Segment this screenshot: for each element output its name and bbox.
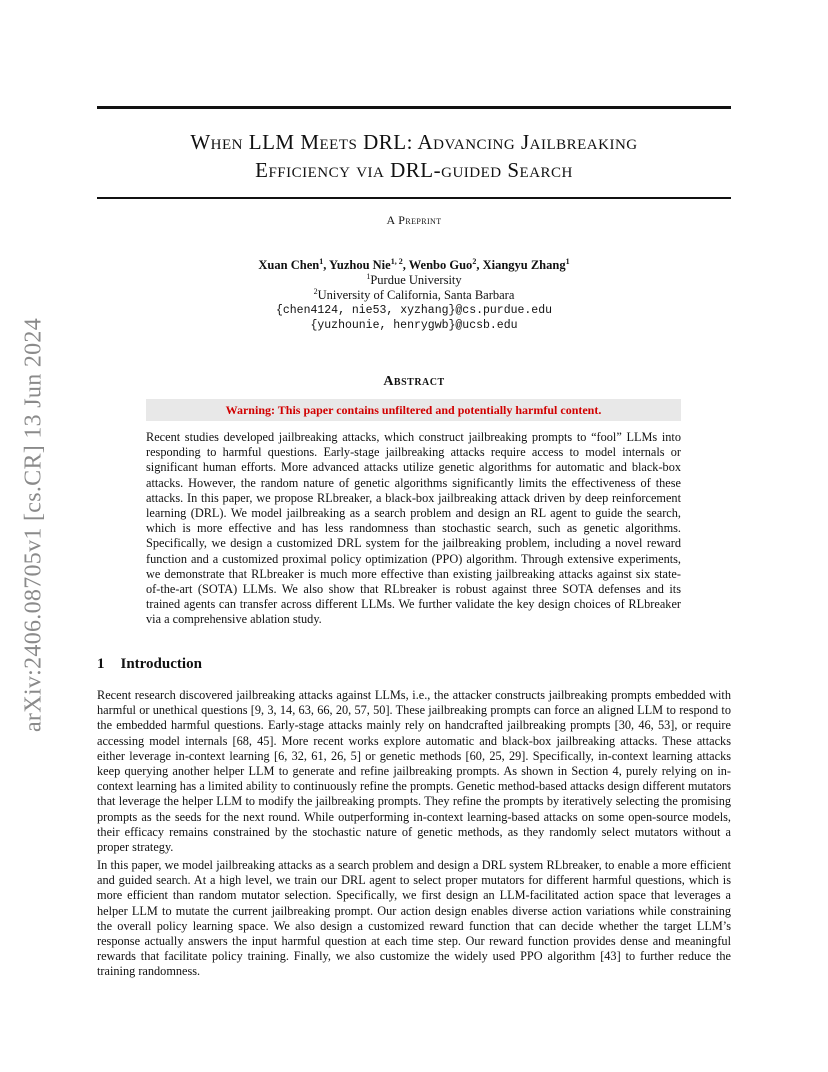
author-name: Xuan Chen	[258, 258, 320, 272]
author-name: Yuzhou Nie	[329, 258, 391, 272]
affiliation-1: $^1$Purdue University	[366, 272, 462, 287]
introduction-paragraph-2: In this paper, we model jailbreaking attacks as a search problem and design a DRL system RLbreaker, to enable a more efficient and guided search. At a high level, we train our DRL agent to select proper mutators for different harmful questions, which is more efficient than random mutator selection. Specifically, we first design an LLM-facilitated action space that leverages a helper LLM to mutate the current jailbreaking prompt. Our action design enables diverse action variations while constraining the overall policy learning space. We also design a customized reward function that can decide whether the target LLM’s response actually answers the input harmful question at each time step. Our reward function provides dense and meaningful rewards that facilitate policy training. Finally, we also customize the widely used PPO algorithm [43] to further reduce the training randomness.	[97, 858, 731, 979]
abstract-heading: Abstract	[383, 374, 445, 389]
title-bottom-rule	[97, 197, 731, 199]
author-affiliation-mark: 2	[472, 257, 477, 266]
preprint-label: A Preprint	[386, 213, 442, 227]
author-affiliation-mark: 1	[319, 257, 324, 266]
arxiv-sidebar-stamp: arXiv:2406.08705v1 [cs.CR] 13 Jun 2024	[20, 317, 47, 733]
paper-title	[97, 128, 731, 184]
introduction-paragraph-1: Recent research discovered jailbreaking attacks against LLMs, i.e., the attacker constructs jailbreaking prompts embedded with harmful or unethical questions [9, 3, 14, 63, 66, 20, 57, 50]. These jailbreaking prompts can force an aligned LLM to respond to the embedded harmful questions. Early-stage attacks mainly rely on handcrafted jailbreaking prompts [30, 46, 53], or require accessing model internals [68, 45]. More recent works explore automatic and black-box jailbreaking attacks. These attacks either leverage in-context learning [6, 32, 61, 26, 5] or genetic methods [60, 25, 29]. Specifically, in-context learning attacks keep querying another helper LLM to generate and refine jailbreaking prompts. As shown in Section 4, purely relying on in-context learning has a limited ability to continuously refine the prompts. Genetic method-based attacks design different mutators that leverage the helper LLM to modify the jailbreaking prompts. They refine the prompts by iteratively selecting the promising prompts as the seeds for the next round. While outperforming in-context learning-based attacks on some open-source models, their efficacy remains constrained by the stochastic nature of genetic methods, as they randomly select mutators without a proper strategy.	[97, 688, 731, 855]
author-email-1: {chen4124, nie53, xyzhang}@cs.purdue.edu	[275, 304, 553, 317]
section-heading-introduction	[97, 656, 202, 673]
author-name: Xiangyu Zhang	[482, 258, 566, 272]
title-top-rule	[97, 106, 731, 109]
section-number: 1	[97, 656, 105, 672]
title-line-2: Efficiency via DRL-guided Search	[255, 158, 573, 182]
author-names: Xuan Chen$^1$, Yuzhou Nie$^{1, 2}$, Wenbo Guo$^2$, Xiangyu Zhang$^1$	[258, 257, 570, 272]
section-title: Introduction	[120, 656, 202, 672]
author-affiliation-mark: 1	[565, 257, 570, 266]
title-line-1: When LLM Meets DRL: Advancing Jailbreaking	[190, 130, 638, 154]
affiliation-2: $^2$University of California, Santa Barbara	[313, 287, 515, 302]
author-block	[0, 258, 828, 333]
author-email-2: {yuzhounie, henrygwb}@ucsb.edu	[310, 319, 518, 332]
author-name: Wenbo Guo	[408, 258, 473, 272]
content-warning-banner: Warning: This paper contains unfiltered and potentially harmful content.	[146, 399, 681, 421]
abstract-body: Recent studies developed jailbreaking attacks, which construct jailbreaking prompts to “fool” LLMs into responding to harmful questions. Early-stage jailbreaking attacks require access to model internals or significant human efforts. More advanced attacks utilize genetic algorithms for automatic and black-box attacks. However, the random nature of genetic algorithms significantly limits the effectiveness of these attacks. In this paper, we propose RLbreaker, a black-box jailbreaking attack driven by deep reinforcement learning (DRL). We model jailbreaking as a search problem and design an RL agent to guide the search, which is more effective and has less randomness than stochastic search, such as genetic algorithms. Specifically, we design a customized DRL system for the jailbreaking problem, including a novel reward function and a customized proximal policy optimization (PPO) algorithm. Through extensive experiments, we demonstrate that RLbreaker is much more effective than existing jailbreaking attacks against six state-of-the-art (SOTA) LLMs. We also show that RLbreaker is robust against three SOTA defenses and its trained agents can transfer across different LLMs. We further validate the key design choices of RLbreaker via a comprehensive ablation study.	[146, 430, 681, 627]
author-affiliation-mark: 1, 2	[390, 257, 403, 266]
